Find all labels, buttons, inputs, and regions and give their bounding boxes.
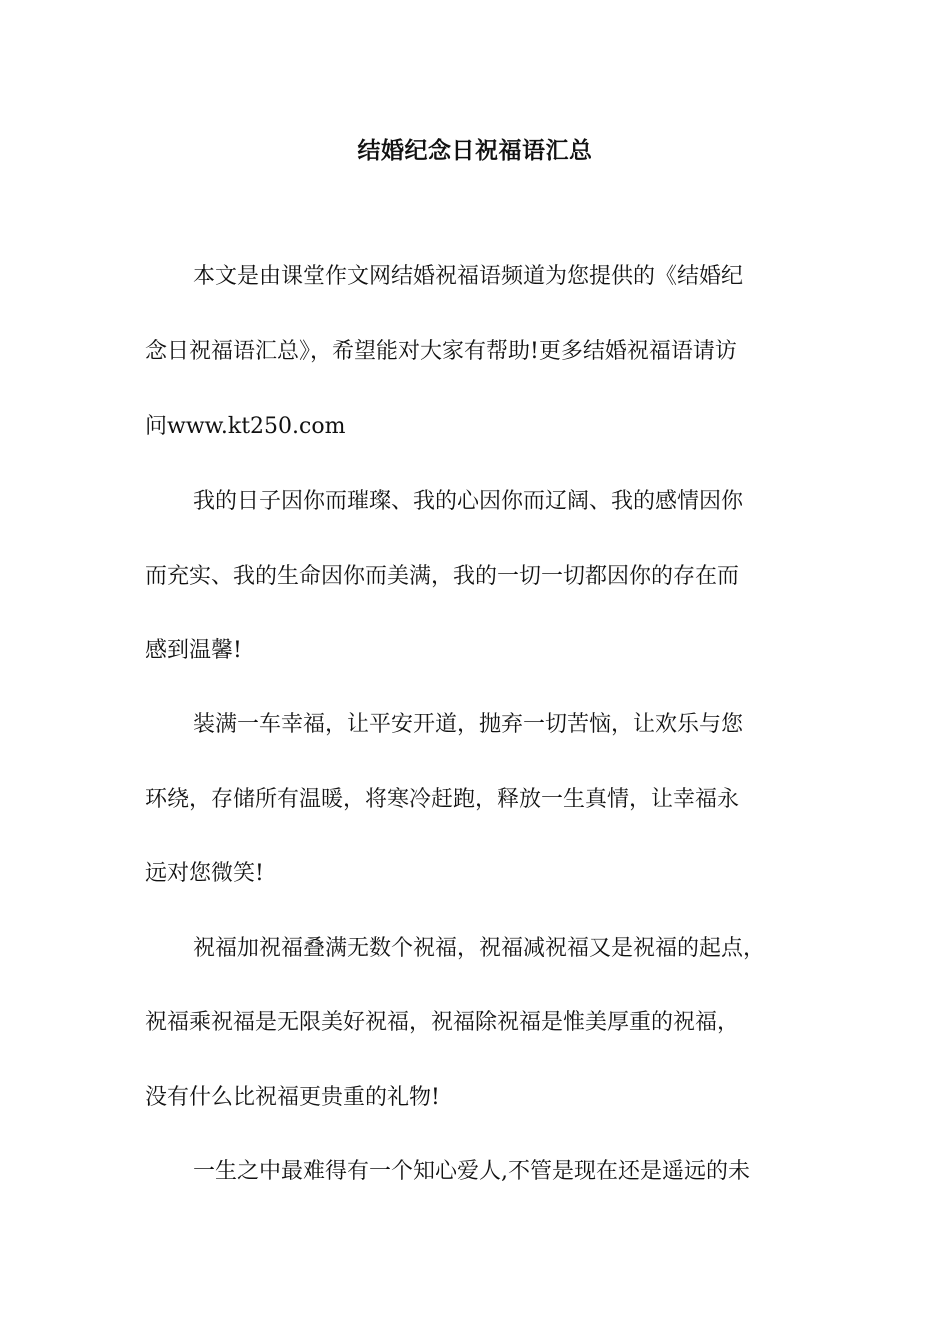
paragraph-3-line-1: 装满一车幸福，让平安开道，抛弃一切苦恼，让欢乐与您 — [193, 712, 744, 737]
paragraph-4-line-3: 没有什么比祝福更贵重的礼物! — [145, 1085, 440, 1110]
paragraph-3-line-3: 远对您微笑! — [145, 861, 264, 886]
paragraph-2-line-3: 感到温馨! — [145, 638, 242, 663]
paragraph-1-line-1: 本文是由课堂作文网结婚祝福语频道为您提供的《结婚纪 — [193, 264, 744, 289]
paragraph-1-line-2: 念日祝福语汇总》，希望能对大家有帮助!更多结婚祝福语请访 — [145, 339, 737, 364]
paragraph-4-line-1: 祝福加祝福叠满无数个祝福，祝福减祝福又是祝福的起点， — [193, 936, 766, 961]
document-title: 结婚纪念日祝福语汇总 — [357, 138, 593, 164]
paragraph-2-line-1: 我的日子因你而璀璨、我的心因你而辽阔、我的感情因你 — [193, 489, 744, 514]
paragraph-1-line-3: 问www.kt250.com — [145, 414, 346, 439]
paragraph-4-line-2: 祝福乘祝福是无限美好祝福，祝福除祝福是惟美厚重的祝福， — [145, 1010, 740, 1035]
paragraph-5-line-1: 一生之中最难得有一个知心爱人,不管是现在还是遥远的未 — [193, 1159, 750, 1184]
paragraph-3-line-2: 环绕，存储所有温暖，将寒冷赶跑，释放一生真情，让幸福永 — [145, 787, 740, 812]
paragraph-2-line-2: 而充实、我的生命因你而美满，我的一切一切都因你的存在而 — [145, 564, 740, 589]
